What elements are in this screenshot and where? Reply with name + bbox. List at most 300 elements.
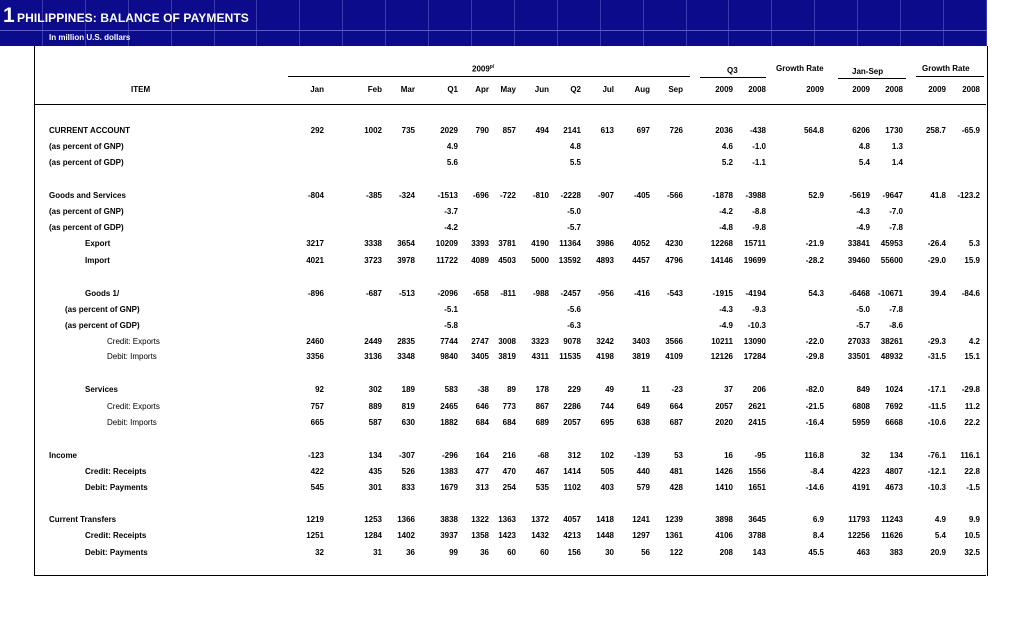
- table-cell: 254: [502, 483, 516, 492]
- row-label: Services: [85, 385, 118, 394]
- table-cell: 545: [310, 483, 324, 492]
- table-cell: 1730: [885, 126, 903, 135]
- table-cell: 9078: [563, 337, 581, 346]
- table-cell: -6468: [849, 289, 870, 298]
- table-cell: -26.4: [927, 239, 946, 248]
- table-cell: 36: [406, 548, 415, 557]
- table-cell: 1363: [498, 515, 516, 524]
- table-cell: 116.1: [960, 451, 980, 460]
- table-cell: 564.8: [803, 126, 824, 135]
- table-cell: 1024: [885, 385, 903, 394]
- table-cell: 664: [669, 402, 683, 411]
- table-cell: 11626: [881, 531, 903, 540]
- table-row: [0, 207, 1022, 221]
- table-cell: 1418: [596, 515, 614, 524]
- column-header-5: May: [500, 85, 516, 94]
- table-cell: -10.6: [927, 418, 946, 427]
- table-cell: 773: [502, 402, 516, 411]
- table-cell: 45953: [880, 239, 903, 248]
- table-cell: -29.3: [927, 337, 946, 346]
- table-cell: 470: [502, 467, 516, 476]
- table-cell: 56: [641, 548, 650, 557]
- table-cell: -9.3: [752, 305, 766, 314]
- table-cell: 2057: [563, 418, 581, 427]
- table-cell: 757: [310, 402, 324, 411]
- table-cell: 1358: [471, 531, 489, 540]
- table-cell: 36: [480, 548, 489, 557]
- table-cell: 2029: [440, 126, 458, 135]
- table-cell: 292: [310, 126, 324, 135]
- table-cell: 3348: [397, 352, 415, 361]
- row-label: (as percent of GDP): [49, 158, 124, 167]
- table-cell: -2457: [560, 289, 581, 298]
- table-cell: 30: [605, 548, 614, 557]
- table-cell: -28.2: [805, 256, 824, 265]
- table-cell: -1878: [712, 191, 733, 200]
- table-cell: 5.6: [446, 158, 458, 167]
- table-cell: 463: [856, 548, 870, 557]
- table-cell: 14146: [710, 256, 733, 265]
- table-row: [0, 451, 1022, 465]
- row-label: Credit: Exports: [107, 402, 160, 411]
- table-cell: -21.9: [805, 239, 824, 248]
- table-cell: 505: [600, 467, 614, 476]
- table-cell: 32.5: [964, 548, 980, 557]
- row-label: (as percent of GDP): [65, 321, 140, 330]
- row-label: Credit: Receipts: [85, 531, 147, 540]
- table-cell: 735: [401, 126, 415, 135]
- table-cell: 60: [540, 548, 549, 557]
- table-cell: 17284: [743, 352, 766, 361]
- column-header-10: Sep: [668, 85, 683, 94]
- table-cell: 3978: [397, 256, 415, 265]
- table-cell: 37: [724, 385, 733, 394]
- column-header-1: Feb: [367, 85, 382, 94]
- table-cell: 3242: [596, 337, 614, 346]
- table-cell: -5.0: [856, 305, 870, 314]
- table-cell: -4.8: [719, 223, 733, 232]
- table-cell: -405: [633, 191, 650, 200]
- table-cell: 2057: [715, 402, 733, 411]
- table-cell: 4.8: [858, 142, 870, 151]
- table-cell: 857: [502, 126, 516, 135]
- table-cell: -1.1: [752, 158, 766, 167]
- table-cell: 3819: [498, 352, 516, 361]
- row-label: Goods 1/: [85, 289, 120, 298]
- table-cell: 3898: [715, 515, 733, 524]
- table-cell: 3323: [531, 337, 549, 346]
- table-cell: -956: [597, 289, 614, 298]
- table-cell: 5.3: [968, 239, 980, 248]
- table-row: [0, 467, 1022, 481]
- table-row: [0, 223, 1022, 237]
- table-cell: 52.9: [808, 191, 824, 200]
- table-cell: 301: [368, 483, 382, 492]
- table-title: PHILIPPINES: BALANCE OF PAYMENTS: [17, 11, 249, 25]
- table-cell: -76.1: [927, 451, 946, 460]
- table-cell: 4807: [885, 467, 903, 476]
- table-cell: 3356: [306, 352, 324, 361]
- row-label: Credit: Receipts: [85, 467, 147, 476]
- table-cell: 16: [724, 451, 733, 460]
- header-bottom-rule: [34, 104, 986, 105]
- table-cell: -5619: [849, 191, 870, 200]
- table-cell: -4194: [745, 289, 766, 298]
- row-label: Export: [85, 239, 111, 248]
- table-cell: 4.9: [446, 142, 458, 151]
- table-cell: -5.7: [567, 223, 581, 232]
- table-cell: 1432: [531, 531, 549, 540]
- table-cell: 1402: [397, 531, 415, 540]
- table-cell: -16.4: [805, 418, 824, 427]
- table-cell: 15711: [744, 239, 766, 248]
- jan-sep-rule: [838, 78, 906, 79]
- table-cell: -8.4: [810, 467, 824, 476]
- table-cell: 428: [669, 483, 683, 492]
- table-cell: 164: [475, 451, 489, 460]
- table-row: [0, 321, 1022, 335]
- row-label: Goods and Services: [49, 191, 126, 200]
- table-cell: -811: [500, 289, 516, 298]
- table-cell: 1410: [715, 483, 733, 492]
- table-cell: 258.7: [925, 126, 946, 135]
- table-cell: -907: [597, 191, 614, 200]
- table-cell: -12.1: [927, 467, 946, 476]
- table-cell: 11535: [559, 352, 581, 361]
- table-cell: 6808: [852, 402, 870, 411]
- table-cell: -1.5: [966, 483, 980, 492]
- table-cell: 54.3: [808, 289, 824, 298]
- table-cell: -385: [365, 191, 382, 200]
- table-cell: 790: [475, 126, 489, 135]
- table-cell: 9.9: [968, 515, 980, 524]
- table-cell: 2415: [748, 418, 766, 427]
- table-cell: 19699: [743, 256, 766, 265]
- table-cell: 6.9: [812, 515, 824, 524]
- table-cell: 11: [641, 385, 650, 394]
- table-cell: 1882: [440, 418, 458, 427]
- table-cell: 687: [669, 418, 683, 427]
- table-bottom-rule: [34, 575, 986, 576]
- table-cell: 134: [368, 451, 382, 460]
- table-cell: 55600: [880, 256, 903, 265]
- table-cell: 12126: [710, 352, 733, 361]
- column-header-4: Apr: [475, 85, 489, 94]
- table-row: [0, 515, 1022, 529]
- table-cell: -139: [633, 451, 650, 460]
- table-cell: -7.8: [889, 305, 903, 314]
- table-cell: 649: [636, 402, 650, 411]
- table-cell: -6.3: [567, 321, 581, 330]
- row-label: Income: [49, 451, 78, 460]
- table-cell: -307: [398, 451, 415, 460]
- table-cell: 6206: [852, 126, 870, 135]
- q3-header: Q3: [727, 66, 738, 75]
- table-row: [0, 548, 1022, 562]
- column-header-14: 2009: [852, 85, 870, 94]
- table-cell: -988: [532, 289, 549, 298]
- table-cell: 3008: [498, 337, 516, 346]
- table-cell: 15.9: [964, 256, 980, 265]
- table-cell: 4191: [852, 483, 870, 492]
- table-cell: 3937: [440, 531, 458, 540]
- table-cell: -29.0: [927, 256, 946, 265]
- table-cell: 4057: [563, 515, 581, 524]
- table-cell: -23: [671, 385, 683, 394]
- table-cell: 2747: [471, 337, 489, 346]
- table-cell: -5.1: [444, 305, 458, 314]
- table-cell: 383: [889, 548, 903, 557]
- jan-sep-header: Jan-Sep: [852, 67, 884, 76]
- table-cell: 122: [669, 548, 683, 557]
- table-row: [0, 289, 1022, 303]
- table-cell: 143: [752, 548, 766, 557]
- table-cell: 7744: [440, 337, 458, 346]
- column-header-3: Q1: [447, 85, 458, 94]
- table-cell: 10.5: [964, 531, 980, 540]
- table-cell: -8.6: [889, 321, 903, 330]
- table-cell: 1251: [306, 531, 324, 540]
- table-cell: -4.2: [719, 207, 733, 216]
- column-header-9: Aug: [634, 85, 650, 94]
- table-cell: 92: [315, 385, 324, 394]
- table-cell: -696: [472, 191, 489, 200]
- table-cell: -2096: [437, 289, 458, 298]
- table-cell: 302: [368, 385, 382, 394]
- table-cell: 2020: [715, 418, 733, 427]
- table-cell: 1.3: [891, 142, 903, 151]
- table-cell: -2228: [560, 191, 581, 200]
- table-cell: 156: [567, 548, 581, 557]
- table-cell: 1297: [632, 531, 650, 540]
- table-cell: 116.8: [804, 451, 824, 460]
- table-cell: 440: [636, 467, 650, 476]
- row-label: Debit: Payments: [85, 548, 148, 557]
- table-subtitle: In million U.S. dollars: [49, 33, 131, 42]
- table-cell: 1219: [306, 515, 324, 524]
- table-cell: 134: [889, 451, 903, 460]
- table-row: [0, 305, 1022, 319]
- table-cell: 867: [535, 402, 549, 411]
- table-cell: -9.8: [752, 223, 766, 232]
- table-cell: 4052: [632, 239, 650, 248]
- row-label: CURRENT ACCOUNT: [49, 126, 131, 135]
- table-cell: 5959: [852, 418, 870, 427]
- table-cell: -95: [754, 451, 766, 460]
- table-cell: -21.5: [805, 402, 824, 411]
- table-cell: 1414: [563, 467, 581, 476]
- year-group-header: $2009^{p/}$: [472, 64, 495, 74]
- table-cell: -4.3: [719, 305, 733, 314]
- table-cell: 726: [669, 126, 683, 135]
- table-cell: 1102: [563, 483, 581, 492]
- table-cell: 41.8: [930, 191, 946, 200]
- table-cell: 3566: [665, 337, 683, 346]
- table-cell: -3988: [745, 191, 766, 200]
- table-cell: 1651: [748, 483, 766, 492]
- table-row: [0, 418, 1022, 432]
- table-cell: 178: [535, 385, 549, 394]
- table-cell: 1423: [498, 531, 516, 540]
- table-cell: -14.6: [805, 483, 824, 492]
- table-cell: 435: [368, 467, 382, 476]
- table-cell: 1239: [665, 515, 683, 524]
- table-cell: -29.8: [805, 352, 824, 361]
- column-header-12: 2008: [748, 85, 766, 94]
- table-cell: -438: [749, 126, 766, 135]
- table-cell: -31.5: [927, 352, 946, 361]
- table-cell: 12268: [710, 239, 733, 248]
- table-cell: -10.3: [927, 483, 946, 492]
- table-cell: -5.0: [567, 207, 581, 216]
- table-cell: -68: [537, 451, 549, 460]
- table-cell: 216: [502, 451, 516, 460]
- table-cell: -324: [398, 191, 415, 200]
- table-cell: 744: [600, 402, 614, 411]
- table-cell: 4457: [632, 256, 650, 265]
- table-cell: 4.8: [569, 142, 581, 151]
- table-cell: 1284: [364, 531, 382, 540]
- title-banner: [0, 0, 987, 46]
- table-cell: 587: [368, 418, 382, 427]
- row-label: Import: [85, 256, 110, 265]
- table-cell: 613: [600, 126, 614, 135]
- table-cell: 1322: [471, 515, 489, 524]
- table-cell: 3819: [632, 352, 650, 361]
- table-row: [0, 337, 1022, 351]
- table-cell: 229: [567, 385, 581, 394]
- table-row: [0, 142, 1022, 156]
- table-cell: -38: [477, 385, 489, 394]
- table-cell: 2036: [715, 126, 733, 135]
- table-cell: 583: [444, 385, 458, 394]
- table-cell: 27033: [847, 337, 870, 346]
- column-header-17: 2008: [962, 85, 980, 94]
- table-cell: -5.7: [856, 321, 870, 330]
- table-cell: 4223: [852, 467, 870, 476]
- table-cell: 889: [368, 402, 382, 411]
- table-cell: 646: [475, 402, 489, 411]
- table-cell: -123.2: [957, 191, 980, 200]
- table-cell: 3217: [306, 239, 324, 248]
- table-cell: -1513: [437, 191, 458, 200]
- table-cell: 4198: [596, 352, 614, 361]
- table-cell: 2465: [440, 402, 458, 411]
- table-cell: -82.0: [805, 385, 824, 394]
- table-cell: 60: [507, 548, 516, 557]
- table-cell: 833: [401, 483, 415, 492]
- table-cell: -10.3: [747, 321, 766, 330]
- table-cell: 2835: [397, 337, 415, 346]
- table-cell: 32: [861, 451, 870, 460]
- table-cell: 208: [719, 548, 733, 557]
- table-cell: 3723: [364, 256, 382, 265]
- column-header-8: Jul: [602, 85, 614, 94]
- banner-divider: [0, 30, 987, 31]
- table-cell: -84.6: [961, 289, 980, 298]
- table-cell: 1241: [632, 515, 650, 524]
- column-header-13: 2009: [806, 85, 824, 94]
- table-cell: 1448: [596, 531, 614, 540]
- table-cell: 5.4: [934, 531, 946, 540]
- table-cell: 5.2: [721, 158, 733, 167]
- table-cell: 1366: [397, 515, 415, 524]
- table-cell: 1.4: [891, 158, 903, 167]
- table-cell: -65.9: [961, 126, 980, 135]
- table-cell: 1383: [440, 467, 458, 476]
- table-cell: 53: [674, 451, 683, 460]
- table-cell: 4213: [563, 531, 581, 540]
- table-cell: 3645: [748, 515, 766, 524]
- table-row: [0, 158, 1022, 172]
- table-cell: 11364: [559, 239, 581, 248]
- row-label: Debit: Imports: [107, 352, 157, 361]
- table-cell: 3403: [632, 337, 650, 346]
- table-cell: 22.8: [964, 467, 980, 476]
- table-cell: -7.0: [889, 207, 903, 216]
- table-cell: 32: [315, 548, 324, 557]
- column-header-16: 2009: [928, 85, 946, 94]
- table-cell: 38261: [880, 337, 903, 346]
- table-cell: 3393: [471, 239, 489, 248]
- table-cell: 6668: [885, 418, 903, 427]
- table-cell: 1556: [748, 467, 766, 476]
- table-number: 1: [3, 4, 15, 27]
- table-cell: -658: [472, 289, 489, 298]
- table-cell: 33841: [847, 239, 870, 248]
- row-label: (as percent of GNP): [49, 142, 124, 151]
- table-cell: 3781: [498, 239, 516, 248]
- table-cell: 10211: [711, 337, 733, 346]
- table-cell: 684: [502, 418, 516, 427]
- table-cell: 13090: [743, 337, 766, 346]
- table-cell: 39460: [847, 256, 870, 265]
- table-cell: 89: [507, 385, 516, 394]
- table-cell: 48932: [880, 352, 903, 361]
- row-label: Debit: Payments: [85, 483, 148, 492]
- table-row: [0, 126, 1022, 140]
- table-cell: 5.4: [858, 158, 870, 167]
- table-cell: 3838: [440, 515, 458, 524]
- table-cell: 849: [856, 385, 870, 394]
- table-cell: -123: [307, 451, 324, 460]
- table-cell: -4.9: [856, 223, 870, 232]
- table-cell: -513: [398, 289, 415, 298]
- table-cell: -722: [499, 191, 516, 200]
- table-cell: -1.0: [752, 142, 766, 151]
- table-cell: -29.8: [961, 385, 980, 394]
- table-cell: -896: [307, 289, 324, 298]
- table-cell: 4796: [665, 256, 683, 265]
- table-cell: 4109: [665, 352, 683, 361]
- table-cell: -10671: [878, 289, 903, 298]
- year-group-rule: [288, 76, 690, 77]
- table-row: [0, 256, 1022, 270]
- table-cell: 49: [605, 385, 614, 394]
- table-cell: 4230: [665, 239, 683, 248]
- table-cell: 697: [636, 126, 650, 135]
- table-cell: 31: [373, 548, 382, 557]
- table-cell: 1372: [531, 515, 549, 524]
- table-cell: 494: [535, 126, 549, 135]
- table-cell: 3986: [596, 239, 614, 248]
- table-cell: -4.9: [719, 321, 733, 330]
- table-cell: 2621: [748, 402, 766, 411]
- table-cell: 4893: [596, 256, 614, 265]
- table-cell: 1679: [440, 483, 458, 492]
- table-cell: 467: [535, 467, 549, 476]
- table-cell: 33501: [847, 352, 870, 361]
